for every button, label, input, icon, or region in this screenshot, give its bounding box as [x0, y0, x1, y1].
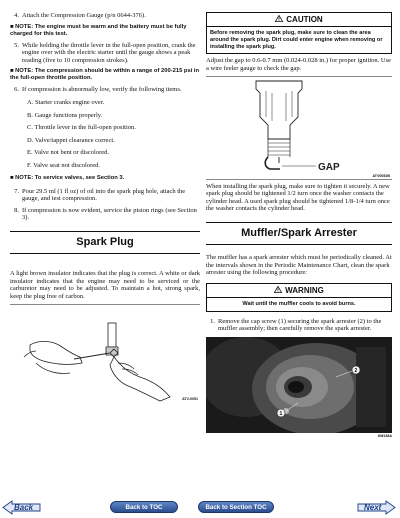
spark-plug-paragraph: A light brown insulator indicates that the plug is correct. A white or dark insulator indicates that the engine may need to be serviced or the carburetor may need to be adjusted. To maintain a hot, strong spark, keep the plug free of carbon. — [10, 269, 200, 300]
warning-box — [206, 283, 392, 312]
muffler-step-1: 1. Remove the cap screw (1) securing the spark arrester (2) to the muffler assembly; then carefully remove the spark arrester. — [210, 317, 382, 333]
subitem-d: D. Valve/tappet clearance correct. — [27, 136, 115, 144]
next-arrow-button[interactable] — [356, 500, 396, 515]
right-column — [206, 12, 392, 438]
caution-header: CAUTION — [207, 13, 391, 27]
back-to-section-toc-button[interactable]: Back to Section TOC — [198, 501, 274, 513]
subitem-f: F. Valve seat not discolored. — [27, 161, 101, 169]
warning-triangle-icon — [274, 286, 282, 295]
left-column — [10, 12, 200, 402]
subitem-e: E. Valve not bent or discolored. — [27, 149, 110, 157]
caution-box — [206, 12, 392, 54]
spark-plug-heading: Spark Plug — [10, 231, 200, 254]
callout-2: 2 — [354, 367, 358, 374]
spark-arrester-photo — [206, 337, 392, 433]
hand-holding-plug-illustration — [10, 305, 200, 403]
step-7: 7. Pour 29.5 ml (1 fl oz) of oil into the spark plug hole, attach the gauge, and test compression. — [14, 187, 186, 203]
step-4: 4. Attach the Compression Gauge (p/n 0644-376). — [14, 12, 146, 19]
callout-1: 1 — [279, 410, 283, 417]
spark-plug-gap-figure — [206, 76, 392, 180]
gap-paragraph: Adjust the gap to 0.6-0.7 mm (0.024-0.028 in.) for proper ignition. Use a wire feeler gauge to check the gap. — [206, 57, 392, 72]
gap-label: GAP — [318, 161, 340, 173]
subitem-c: C. Throttle lever in the full-open position. — [27, 124, 136, 132]
warning-text: Wait until the muffler cools to avoid burns. — [242, 300, 356, 307]
step-6: 6. If compression is abnormally low, verify the following items. — [14, 86, 182, 94]
warning-triangle-icon — [275, 15, 283, 24]
step-5: 5. While holding the throttle lever in the full-open position, crank the engine over with the electric starter until the gauge shows a peak reading (five to 10 compression strokes). — [14, 41, 196, 64]
next-label: Next — [364, 503, 382, 512]
muffler-paragraph: The muffler has a spark arrester which must be periodically cleaned. At the intervals shown in the Periodic Maintenance Chart, clean the spark arrester using the following procedure: — [206, 253, 392, 277]
footer-navigation — [0, 500, 400, 518]
back-label: Back — [14, 503, 34, 512]
warning-header: WARNING — [207, 284, 391, 298]
figure-caption: ATV-0051 — [182, 397, 198, 402]
caution-text: Before removing the spark plug, make sure to clean the area around the spark plug. Dirt could enter engine when removing or installing the spark plug. — [210, 30, 383, 50]
step-8: 8. If compression is now evident, service the piston rings (see Section 3). — [14, 206, 197, 222]
subitem-a: A. Starter cranks engine over. — [27, 98, 105, 106]
note-warm-engine: ■ NOTE: The engine must be warm and the battery must be fully charged for this test. — [10, 23, 187, 37]
spark-plug-diagram — [206, 77, 392, 181]
muffler-photo — [206, 337, 392, 433]
gap-figure-caption: ATV0052B — [372, 173, 390, 178]
photo-caption: KM138A — [377, 433, 392, 438]
install-paragraph: When installing the spark plug, make sure to tighten it securely. A new spark plug should be tightened 1/2 turn once the washer contacts the cylinder head. A used spark plug should be tightened 1/8-1/4 turn once the washer contacts the cylinder head. — [206, 182, 390, 213]
back-arrow-button[interactable] — [2, 500, 42, 515]
back-to-toc-button[interactable]: Back to TOC — [110, 501, 178, 513]
spark-plug-hand-figure — [10, 304, 200, 402]
note-compression-range: ■ NOTE: The compression should be within a range of 200-215 psi in the full-open throttle position. — [10, 68, 200, 82]
note-service-valves: ■ NOTE: To service valves, see Section 3. — [10, 174, 125, 181]
muffler-heading: Muffler/Spark Arrester — [206, 222, 392, 245]
subitem-b: B. Gauge functions properly. — [27, 111, 103, 119]
